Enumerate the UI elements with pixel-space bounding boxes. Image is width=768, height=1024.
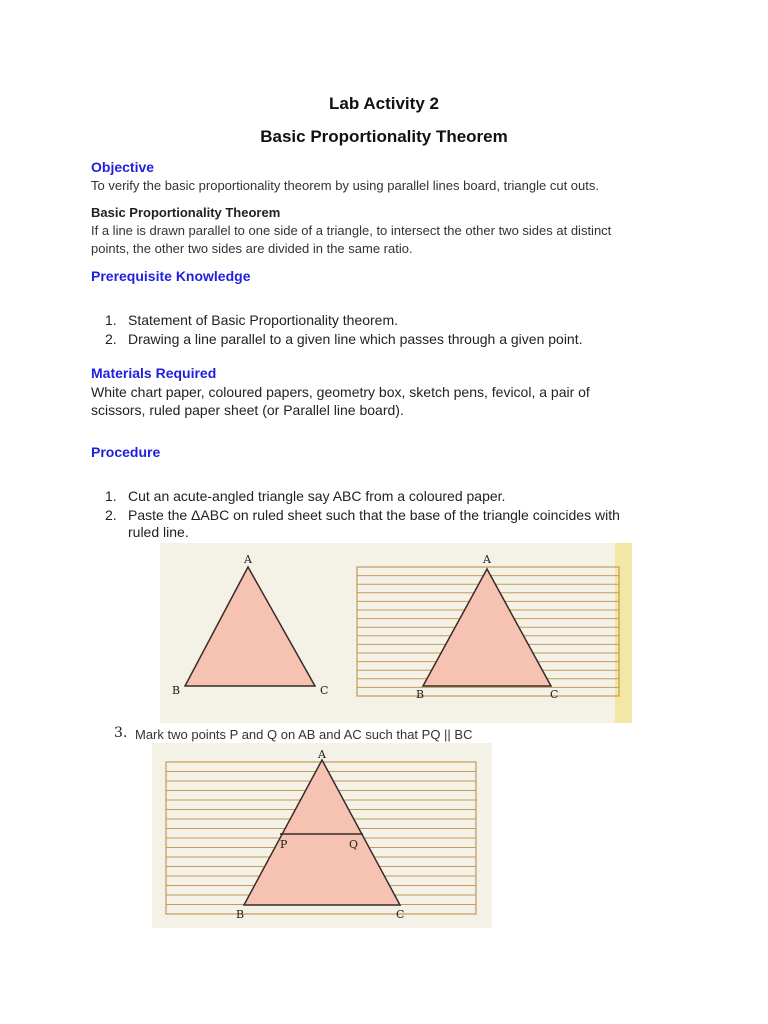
list-number: 2. [105, 507, 117, 523]
vertex-label-c: C [320, 684, 329, 697]
figure-triangle-with-pq [152, 743, 492, 928]
vertex-label-b: B [416, 688, 425, 701]
materials-line2: scissors, ruled paper sheet (or Parallel line board). [91, 402, 404, 418]
list-text: Paste the ΔABC on ruled sheet such that the base of the triangle coincides with [128, 507, 620, 523]
list-text: Cut an acute-angled triangle say ABC from a coloured paper. [128, 488, 506, 504]
prereq-heading: Prerequisite Knowledge [91, 268, 251, 284]
step-3-text: Mark two points P and Q on AB and AC such that PQ || BC [135, 727, 473, 742]
list-number: 2. [105, 331, 117, 347]
step-3-number: 3. [114, 725, 128, 741]
vertex-label-a: A [318, 748, 326, 761]
point-label-p: P [280, 838, 288, 851]
vertex-label-a: A [244, 553, 252, 566]
page-subtitle: Basic Proportionality Theorem [260, 127, 508, 146]
materials-line1: White chart paper, coloured papers, geometry box, sketch pens, fevicol, a pair of [91, 384, 590, 400]
list-text: Drawing a line parallel to a given line which passes through a given point. [128, 331, 583, 347]
bpt-text-line1: If a line is drawn parallel to one side of a triangle, to intersect the other two sides at distinct [91, 223, 612, 238]
list-item [91, 487, 711, 506]
bpt-text-line2: points, the other two sides are divided in the same ratio. [91, 241, 413, 256]
vertex-label-b: B [236, 908, 245, 921]
list-text: Statement of Basic Proportionality theorem. [128, 312, 399, 328]
list-number: 1. [105, 312, 117, 328]
page-title: Lab Activity 2 [329, 94, 439, 113]
materials-heading: Materials Required [91, 365, 217, 381]
list-text: ruled line. [128, 524, 189, 540]
vertex-label-a: A [483, 553, 491, 566]
procedure-heading: Procedure [91, 444, 161, 460]
bpt-heading: Basic Proportionality Theorem [91, 205, 281, 220]
figure-triangles-plain-and-ruled [160, 543, 632, 723]
prereq-list [91, 311, 711, 349]
list-item [91, 330, 711, 349]
point-label-q: Q [349, 838, 359, 851]
list-item [91, 311, 711, 330]
list-number: 1. [105, 488, 117, 504]
vertex-label-c: C [550, 688, 559, 701]
list-item-continuation [91, 523, 711, 542]
objective-heading: Objective [91, 159, 155, 175]
procedure-list [91, 487, 711, 542]
objective-text: To verify the basic proportionality theorem by using parallel lines board, triangle cut outs. [91, 178, 599, 193]
vertex-label-c: C [396, 908, 405, 921]
vertex-label-b: B [172, 684, 181, 697]
